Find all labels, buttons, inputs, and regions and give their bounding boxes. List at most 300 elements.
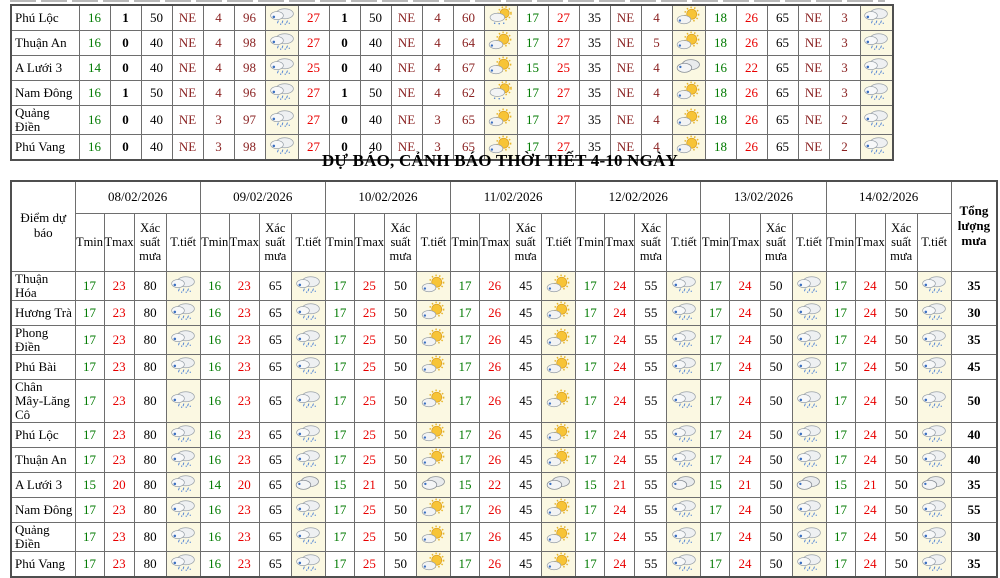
rain-icon [919, 423, 949, 443]
wind-value: 65 [453, 135, 484, 161]
tmin-value: 17 [75, 447, 104, 472]
weather-icon-cell [417, 522, 451, 551]
sun-cloud-icon [544, 423, 574, 443]
location-label: A Lưới 3 [11, 56, 79, 81]
rain-probability-value: 50 [885, 472, 917, 497]
rain-probability-value: 50 [385, 271, 417, 300]
tmin-value: 15 [325, 472, 354, 497]
tmax-value: 25 [548, 56, 579, 81]
rain-probability-value: 50 [385, 354, 417, 379]
wind-value: 60 [453, 5, 484, 31]
date-header: 09/02/2026 [200, 181, 325, 213]
tmin-value: 17 [325, 354, 354, 379]
sun-shower-icon [486, 81, 516, 101]
rain-icon [267, 81, 297, 101]
wind-value: 5 [641, 31, 672, 56]
tmax-value: 24 [730, 379, 760, 422]
rain-probability-value: 65 [259, 522, 291, 551]
metric-header: T.tiết [792, 213, 826, 271]
metric-header: Tmin [200, 213, 229, 271]
rain-icon [669, 355, 699, 375]
plain-value: 65 [767, 106, 798, 135]
weather-icon-cell [542, 522, 576, 551]
tmax-value: 21 [605, 472, 635, 497]
sun-cloud-icon [544, 328, 574, 348]
rain-icon [919, 448, 949, 468]
tmin-value: 15 [576, 472, 605, 497]
weather-icon-cell [792, 379, 826, 422]
tmin-value: 17 [451, 271, 480, 300]
tmin-value: 17 [517, 31, 548, 56]
weather-icon-cell [166, 271, 200, 300]
tmin-value: 15 [451, 472, 480, 497]
weather-icon-cell [917, 551, 951, 577]
sun-shower-icon [486, 6, 516, 26]
rain-probability-value: 50 [760, 472, 792, 497]
rain-probability-value: 65 [259, 354, 291, 379]
tmax-value: 24 [730, 325, 760, 354]
weather-icon-cell [860, 31, 893, 56]
tmin-value: 18 [705, 31, 736, 56]
weather-icon-cell [792, 271, 826, 300]
location-label: Thuận Hóa [11, 271, 75, 300]
wind-value: 2 [829, 106, 860, 135]
tmin-value: 17 [826, 522, 855, 551]
tmax-value: 24 [730, 271, 760, 300]
tmax-value: 25 [354, 300, 384, 325]
rain-probability-value: 45 [510, 354, 542, 379]
tmin-value: 17 [701, 300, 730, 325]
tmax-value: 26 [736, 135, 767, 161]
weather-icon-cell [265, 31, 298, 56]
rain-probability-value: 65 [259, 551, 291, 577]
tmax-value: 25 [354, 551, 384, 577]
weather-icon-cell [792, 422, 826, 447]
cloudy-icon [419, 473, 449, 493]
rain-probability-value: 65 [259, 497, 291, 522]
header-row-dates [11, 181, 997, 213]
rain-probability-value: 50 [885, 422, 917, 447]
tmin-value: 17 [451, 497, 480, 522]
weather-icon-cell [291, 325, 325, 354]
weather-icon-cell [265, 81, 298, 106]
sun-cloud-icon [544, 355, 574, 375]
location-label: Quảng Điền [11, 106, 79, 135]
metric-header: Tmin [701, 213, 730, 271]
location-label: Phú Vang [11, 135, 79, 161]
rain-probability-value: 50 [760, 354, 792, 379]
tmin-value: 16 [200, 300, 229, 325]
weather-icon-cell [542, 379, 576, 422]
tmax-value: 23 [229, 447, 259, 472]
rain-icon [669, 274, 699, 294]
tmax-value: 27 [298, 31, 329, 56]
location-label: Hương Trà [11, 300, 75, 325]
wind-value: 3 [203, 135, 234, 161]
weather-icon-cell [542, 497, 576, 522]
rain-icon [919, 389, 949, 409]
rain-probability-value: 50 [385, 551, 417, 577]
table-row [11, 56, 893, 81]
weather-icon-cell [484, 5, 517, 31]
rain-probability-value: 45 [510, 447, 542, 472]
tmax-value: 26 [736, 5, 767, 31]
tmax-value: 26 [480, 379, 510, 422]
rain-icon [267, 56, 297, 76]
weather-icon-cell [917, 497, 951, 522]
tmin-value: 17 [325, 379, 354, 422]
tmax-value: 21 [354, 472, 384, 497]
wind-value: NE [798, 56, 829, 81]
rain-icon [168, 498, 198, 518]
total-rain-value: 55 [951, 497, 997, 522]
rain-icon [293, 301, 323, 321]
tmin-value: 17 [826, 422, 855, 447]
weather-icon-cell [667, 354, 701, 379]
tmin-value: 14 [79, 56, 110, 81]
tmin-value: 17 [701, 379, 730, 422]
plain-value: 50 [360, 81, 391, 106]
wind-value: 98 [234, 31, 265, 56]
weather-icon-cell [672, 106, 705, 135]
weather-icon-cell [667, 497, 701, 522]
weather-icon-cell [291, 522, 325, 551]
weather-icon-cell [667, 472, 701, 497]
rain-probability-value: 65 [259, 379, 291, 422]
weather-icon-cell [917, 379, 951, 422]
rain-icon [293, 448, 323, 468]
plain-value: 35 [579, 81, 610, 106]
sun-cloud-icon [419, 389, 449, 409]
rain-icon [267, 6, 297, 26]
weather-icon-cell [291, 447, 325, 472]
tmin-value: 16 [200, 379, 229, 422]
rain-icon [168, 525, 198, 545]
tmin-value: 17 [451, 325, 480, 354]
weather-icon-cell [166, 497, 200, 522]
weather-icon-cell [672, 5, 705, 31]
tmax-value: 27 [548, 135, 579, 161]
wind-value: 67 [453, 56, 484, 81]
tmax-value: 24 [730, 422, 760, 447]
tmax-value: 20 [229, 472, 259, 497]
weather-icon-cell [542, 472, 576, 497]
date-header: 10/02/2026 [325, 181, 450, 213]
rain-probability-value: 45 [510, 497, 542, 522]
metric-header: Tmax [605, 213, 635, 271]
tmin-value: 17 [576, 497, 605, 522]
rain-probability-value: 45 [510, 379, 542, 422]
metric-header: Tmin [75, 213, 104, 271]
wind-value: NE [391, 81, 422, 106]
rain-probability-value: 50 [385, 447, 417, 472]
tmin-value: 14 [200, 472, 229, 497]
metric-header: T.tiết [667, 213, 701, 271]
plain-value: 35 [579, 31, 610, 56]
tmin-value: 17 [325, 497, 354, 522]
tmin-value: 17 [451, 354, 480, 379]
wind-value: 4 [203, 81, 234, 106]
tmax-value: 27 [298, 106, 329, 135]
weather-icon-cell [792, 300, 826, 325]
wind-value: NE [610, 5, 641, 31]
tmax-value: 24 [730, 300, 760, 325]
weather-icon-cell [291, 422, 325, 447]
tmax-value: 26 [480, 354, 510, 379]
plain-value: 35 [579, 135, 610, 161]
wind-value: 4 [641, 135, 672, 161]
wind-value: NE [391, 5, 422, 31]
rain-icon [861, 108, 891, 128]
tmax-value: 25 [354, 522, 384, 551]
tmin-value: 17 [325, 447, 354, 472]
rain-icon [794, 328, 824, 348]
boldv-value: 1 [110, 81, 141, 106]
tmax-value: 24 [605, 522, 635, 551]
total-rain-value: 35 [951, 551, 997, 577]
metric-header: Tmax [104, 213, 134, 271]
rain-probability-value: 55 [635, 379, 667, 422]
wind-value: NE [172, 106, 203, 135]
tmax-value: 27 [298, 135, 329, 161]
tmax-value: 24 [605, 271, 635, 300]
plain-value: 65 [767, 56, 798, 81]
tmax-value: 26 [480, 300, 510, 325]
tmin-value: 17 [451, 551, 480, 577]
weather-icon-cell [166, 447, 200, 472]
tmin-value: 17 [75, 422, 104, 447]
weather-icon-cell [542, 422, 576, 447]
tmin-value: 17 [701, 522, 730, 551]
weather-icon-cell [792, 447, 826, 472]
weather-icon-cell [860, 56, 893, 81]
rain-icon [168, 328, 198, 348]
weather-icon-cell [417, 379, 451, 422]
location-label: Phú Bài [11, 354, 75, 379]
plain-value: 50 [141, 81, 172, 106]
weather-icon-cell [542, 300, 576, 325]
rain-icon [293, 498, 323, 518]
tmin-value: 17 [325, 422, 354, 447]
rain-icon [168, 448, 198, 468]
plain-value: 40 [360, 56, 391, 81]
cloudy-icon [544, 473, 574, 493]
metric-header: Tmin [325, 213, 354, 271]
rain-icon [669, 525, 699, 545]
boldv-value: 0 [329, 31, 360, 56]
weather-icon-cell [667, 551, 701, 577]
table-row [11, 422, 997, 447]
rain-probability-value: 80 [134, 472, 166, 497]
location-label: Quảng Điền [11, 522, 75, 551]
tmin-value: 17 [451, 422, 480, 447]
wind-value: NE [798, 135, 829, 161]
rain-icon [794, 498, 824, 518]
boldv-value: 0 [329, 135, 360, 161]
tmax-value: 26 [480, 551, 510, 577]
tmax-value: 26 [736, 81, 767, 106]
wind-value: 4 [641, 106, 672, 135]
boldv-value: 1 [329, 81, 360, 106]
tmax-value: 23 [104, 522, 134, 551]
wind-value: 4 [641, 56, 672, 81]
plain-value: 35 [579, 106, 610, 135]
tmax-value: 23 [104, 447, 134, 472]
tmin-value: 17 [325, 271, 354, 300]
weather-icon-cell [917, 447, 951, 472]
metric-header: Xác suất mưa [134, 213, 166, 271]
rain-icon [168, 423, 198, 443]
wind-value: 98 [234, 56, 265, 81]
sun-cloud-icon [419, 328, 449, 348]
rain-icon [168, 552, 198, 572]
rain-icon [794, 301, 824, 321]
tmax-value: 27 [548, 106, 579, 135]
tmin-value: 17 [75, 300, 104, 325]
wind-value: 4 [203, 31, 234, 56]
table-row [11, 551, 997, 577]
rain-probability-value: 50 [760, 325, 792, 354]
tmin-value: 15 [701, 472, 730, 497]
wind-value: NE [172, 81, 203, 106]
plain-value: 35 [579, 5, 610, 31]
metric-header: Tmin [576, 213, 605, 271]
wind-value: 3 [422, 135, 453, 161]
rain-icon [669, 552, 699, 572]
wind-value: 65 [453, 106, 484, 135]
weather-icon-cell [792, 472, 826, 497]
table-row [11, 354, 997, 379]
metric-header: Xác suất mưa [259, 213, 291, 271]
tmin-value: 17 [75, 325, 104, 354]
tmin-value: 17 [517, 106, 548, 135]
tmin-value: 18 [705, 81, 736, 106]
tmin-value: 18 [705, 106, 736, 135]
rain-probability-value: 45 [510, 472, 542, 497]
rain-probability-value: 80 [134, 551, 166, 577]
tmax-value: 23 [229, 300, 259, 325]
rain-probability-value: 50 [385, 300, 417, 325]
tmin-value: 17 [517, 5, 548, 31]
clipped-row-remnant [10, 0, 885, 2]
total-rain-value: 35 [951, 325, 997, 354]
tmax-value: 24 [605, 551, 635, 577]
table-row [11, 31, 893, 56]
rain-probability-value: 65 [259, 422, 291, 447]
rain-icon [794, 552, 824, 572]
boldv-value: 0 [329, 106, 360, 135]
tmax-value: 23 [104, 300, 134, 325]
tmin-value: 17 [75, 522, 104, 551]
rain-probability-value: 50 [885, 354, 917, 379]
sun-cloud-icon [419, 423, 449, 443]
cloudy-icon [794, 473, 824, 493]
wind-value: NE [798, 5, 829, 31]
rain-icon [794, 423, 824, 443]
weather-icon-cell [792, 325, 826, 354]
metric-header: Tmax [354, 213, 384, 271]
tmin-value: 16 [200, 447, 229, 472]
sun-cloud-icon [674, 6, 704, 26]
tmin-value: 18 [705, 5, 736, 31]
cloudy-icon [919, 473, 949, 493]
wind-value: NE [610, 106, 641, 135]
weather-icon-cell [792, 497, 826, 522]
table-row [11, 271, 997, 300]
tmax-value: 27 [298, 81, 329, 106]
weather-icon-cell [860, 5, 893, 31]
tmax-value: 25 [354, 325, 384, 354]
tmax-value: 25 [354, 422, 384, 447]
rain-probability-value: 50 [760, 271, 792, 300]
tmin-value: 15 [826, 472, 855, 497]
sun-cloud-icon [674, 31, 704, 51]
tmax-value: 23 [229, 325, 259, 354]
metric-header: Xác suất mưa [510, 213, 542, 271]
rain-probability-value: 50 [760, 551, 792, 577]
rain-icon [669, 389, 699, 409]
tmax-value: 23 [229, 422, 259, 447]
weather-icon-cell [265, 106, 298, 135]
table-row [11, 522, 997, 551]
plain-value: 35 [579, 56, 610, 81]
tmin-value: 17 [826, 551, 855, 577]
rain-icon [919, 328, 949, 348]
metric-header: Xác suất mưa [635, 213, 667, 271]
rain-probability-value: 45 [510, 551, 542, 577]
corner-header: Điểm dự báo [11, 181, 75, 271]
weather-icon-cell [417, 325, 451, 354]
tmin-value: 17 [701, 354, 730, 379]
plain-value: 40 [360, 106, 391, 135]
total-rain-value: 35 [951, 271, 997, 300]
table-row [11, 81, 893, 106]
tmin-value: 16 [200, 271, 229, 300]
plain-value: 40 [141, 56, 172, 81]
wind-value: NE [610, 31, 641, 56]
rain-probability-value: 65 [259, 447, 291, 472]
rain-probability-value: 50 [385, 472, 417, 497]
tmin-value: 17 [517, 81, 548, 106]
sun-cloud-icon [419, 448, 449, 468]
metric-header: Xác suất mưa [885, 213, 917, 271]
wind-value: NE [610, 81, 641, 106]
weather-icon-cell [667, 522, 701, 551]
tmin-value: 16 [79, 135, 110, 161]
location-label: Phú Vang [11, 551, 75, 577]
metric-header: T.tiết [417, 213, 451, 271]
boldv-value: 0 [110, 106, 141, 135]
tmax-value: 25 [298, 56, 329, 81]
forecast-7day-table [10, 180, 998, 578]
tmin-value: 16 [200, 497, 229, 522]
weather-icon-cell [792, 354, 826, 379]
metric-header: Tmax [480, 213, 510, 271]
tmax-value: 23 [104, 422, 134, 447]
location-label: Phong Điền [11, 325, 75, 354]
rain-icon [168, 274, 198, 294]
rain-probability-value: 55 [635, 497, 667, 522]
tmin-value: 17 [576, 447, 605, 472]
location-label: Nam Đông [11, 497, 75, 522]
weather-icon-cell [166, 354, 200, 379]
current-period-forecast-table [10, 4, 894, 161]
weather-icon-cell [667, 447, 701, 472]
weather-icon-cell [291, 497, 325, 522]
rain-icon [293, 274, 323, 294]
tmax-value: 24 [730, 354, 760, 379]
plain-value: 65 [767, 81, 798, 106]
